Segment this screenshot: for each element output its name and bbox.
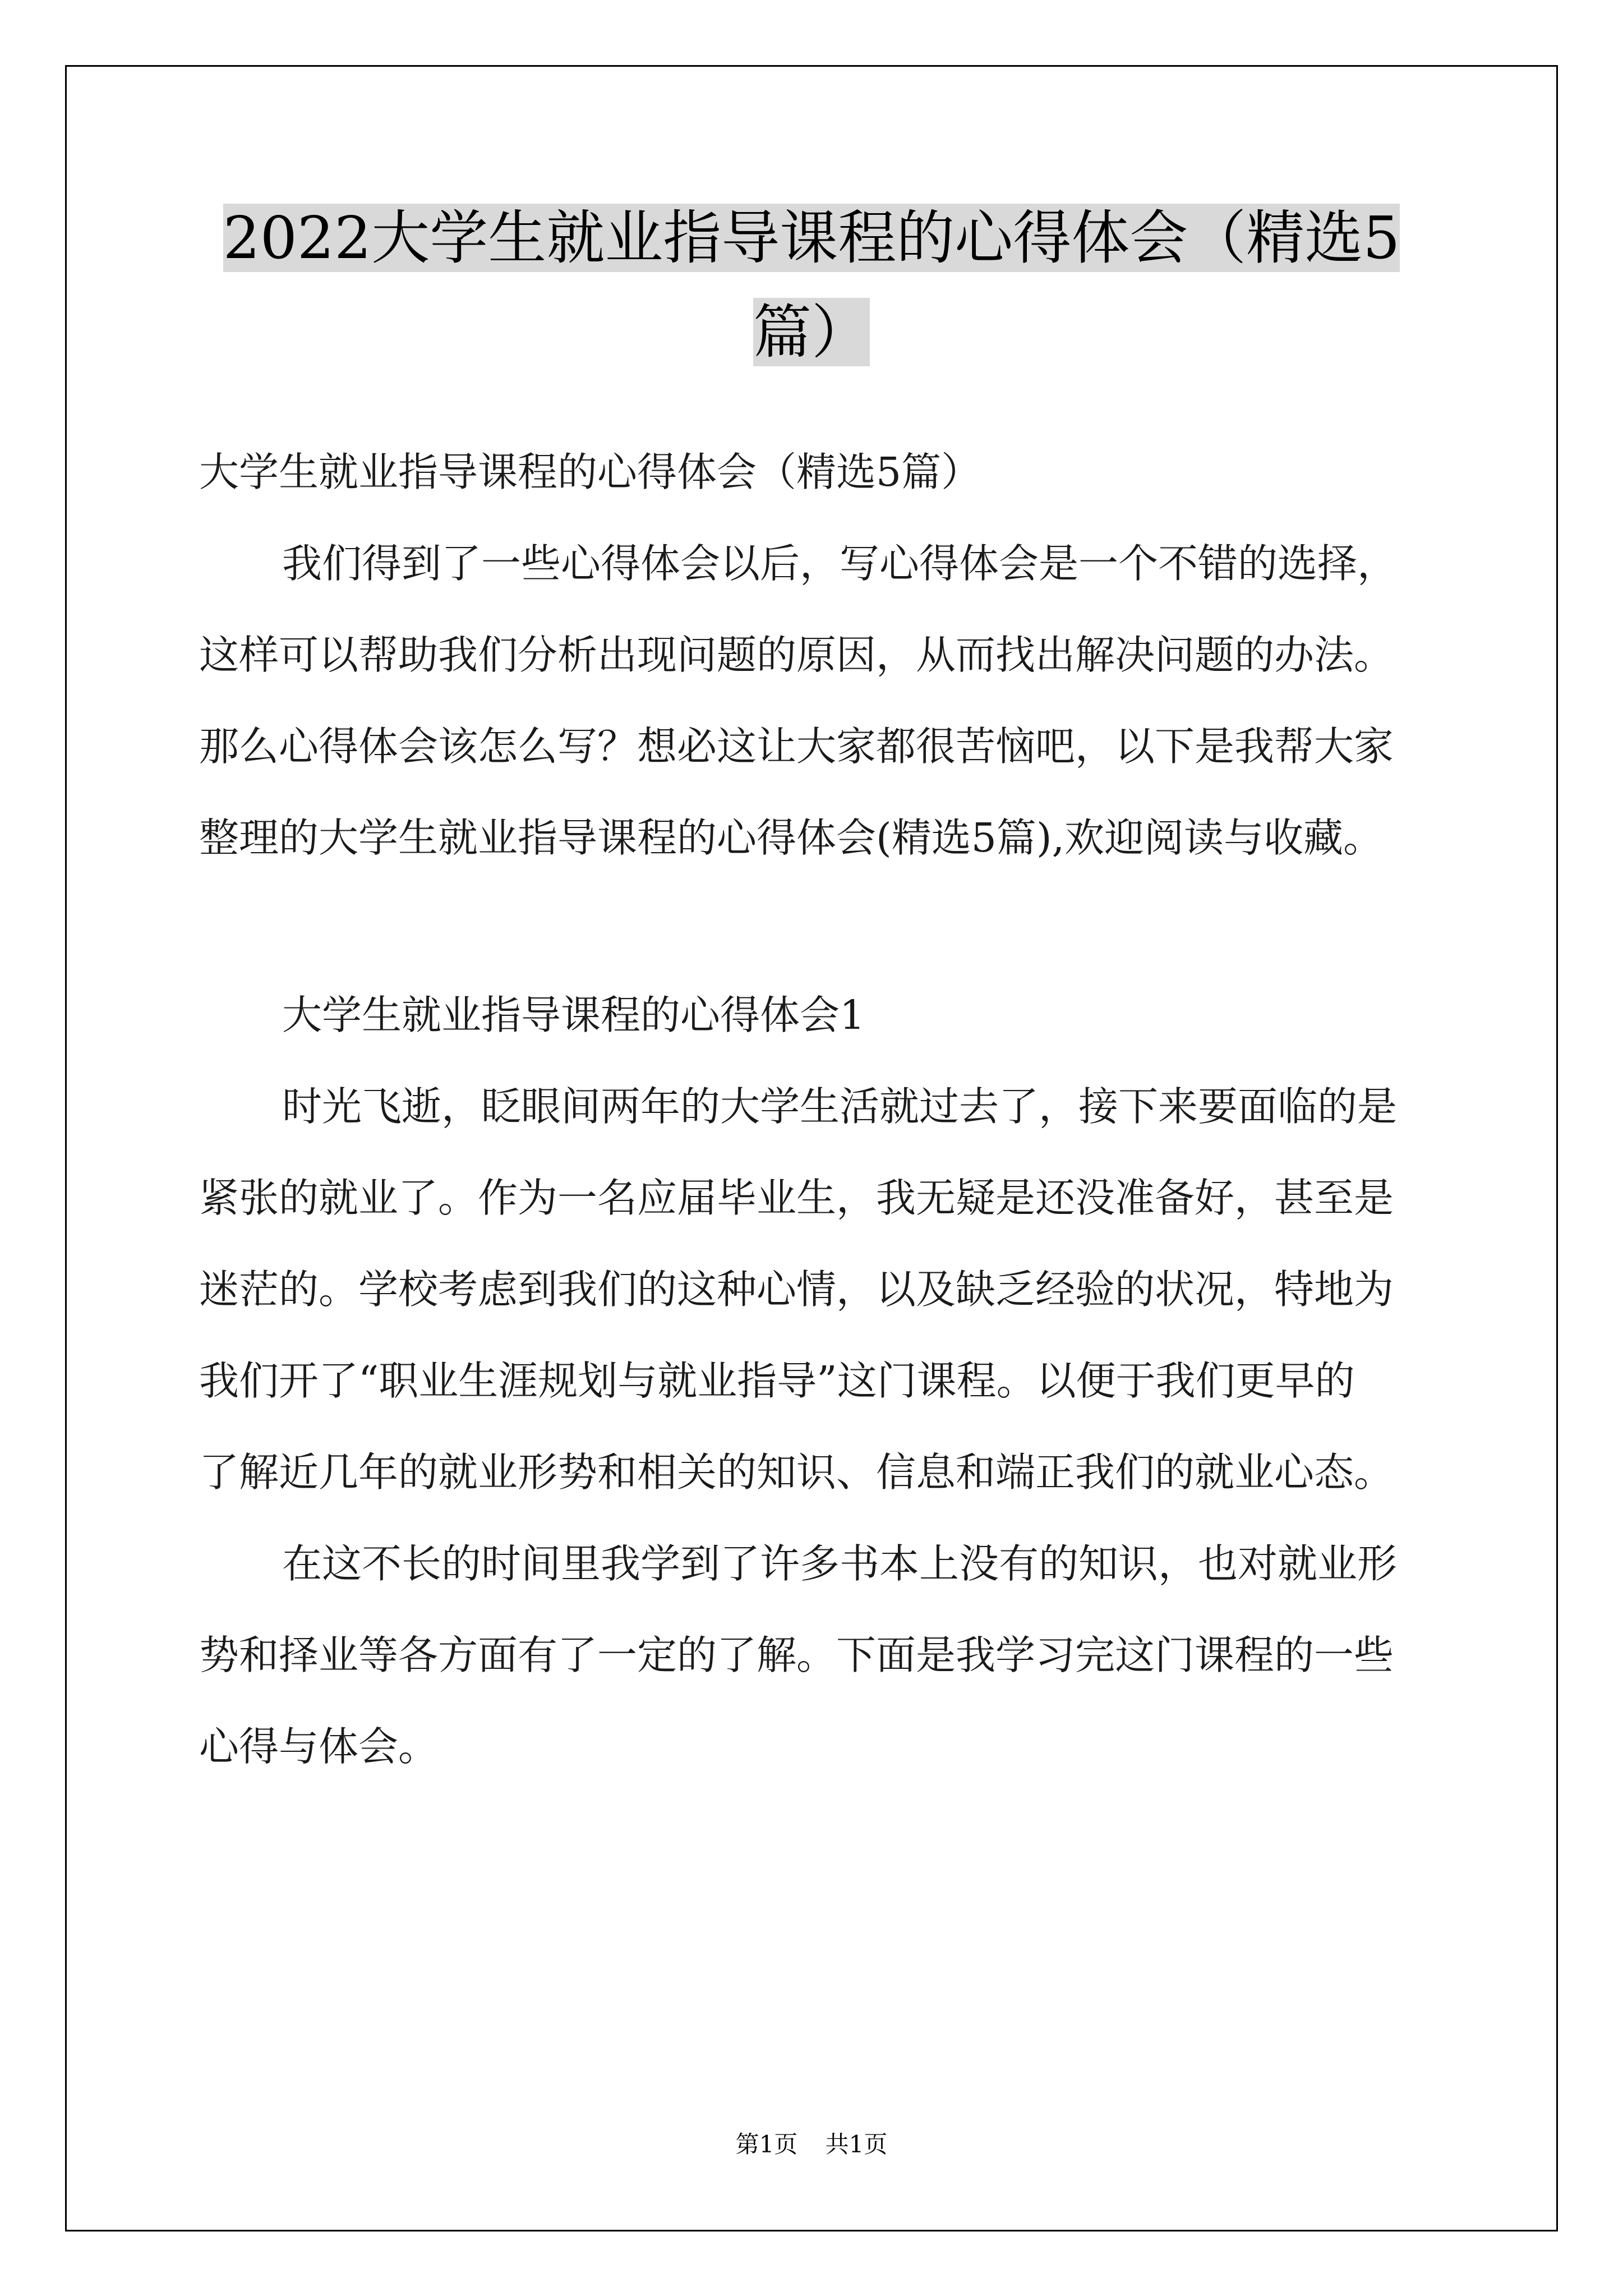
intro-line: 那么心得体会该怎么写？想必这让大家都很苦恼吧，以下是我帮大家 — [199, 723, 1394, 770]
document-body — [199, 426, 1427, 1792]
paragraph-line: 在这不长的时间里我学到了许多书本上没有的知识，也对就业形 — [282, 1540, 1398, 1587]
title-line-2: 篇） — [753, 298, 870, 366]
paragraph-line: 心得与体会。 — [199, 1723, 439, 1770]
paragraph-line: 势和择业等各方面有了一定的了解。下面是我学习完这门课程的一些 — [199, 1632, 1394, 1678]
section-heading: 大学生就业指导课程的心得体会1 — [282, 992, 865, 1038]
intro-line: 我们得到了一些心得体会以后，写心得体会是一个不错的选择， — [282, 540, 1398, 587]
paragraph-line: 时光飞逝，眨眼间两年的大学生活就过去了，接下来要面临的是 — [282, 1083, 1398, 1130]
paragraph-line: 我们开了“职业生涯规划与就业指导”这门课程。以便于我们更早的 — [199, 1358, 1355, 1404]
document-title — [65, 191, 1558, 379]
intro-line: 这样可以帮助我们分析出现问题的原因，从而找出解决问题的办法。 — [199, 632, 1394, 678]
page-number-current: 第1页 — [735, 2131, 798, 2158]
paragraph-line: 了解近几年的就业形势和相关的知识、信息和端正我们的就业心态。 — [199, 1449, 1394, 1496]
paragraph-line: 紧张的就业了。作为一名应届毕业生，我无疑是还没准备好，甚至是 — [199, 1175, 1394, 1221]
paragraph-gap — [199, 884, 1427, 969]
title-line-1: 2022大学生就业指导课程的心得体会（精选5 — [223, 204, 1400, 272]
page-footer — [65, 2126, 1558, 2160]
intro-line: 整理的大学生就业指导课程的心得体会(精选5篇),欢迎阅读与收藏。 — [199, 815, 1384, 861]
paragraph-line: 迷茫的。学校考虑到我们的这种心情，以及缺乏经验的状况，特地为 — [199, 1266, 1394, 1313]
page-number-total: 共1页 — [825, 2131, 888, 2158]
subtitle: 大学生就业指导课程的心得体会（精选5篇） — [199, 449, 981, 495]
